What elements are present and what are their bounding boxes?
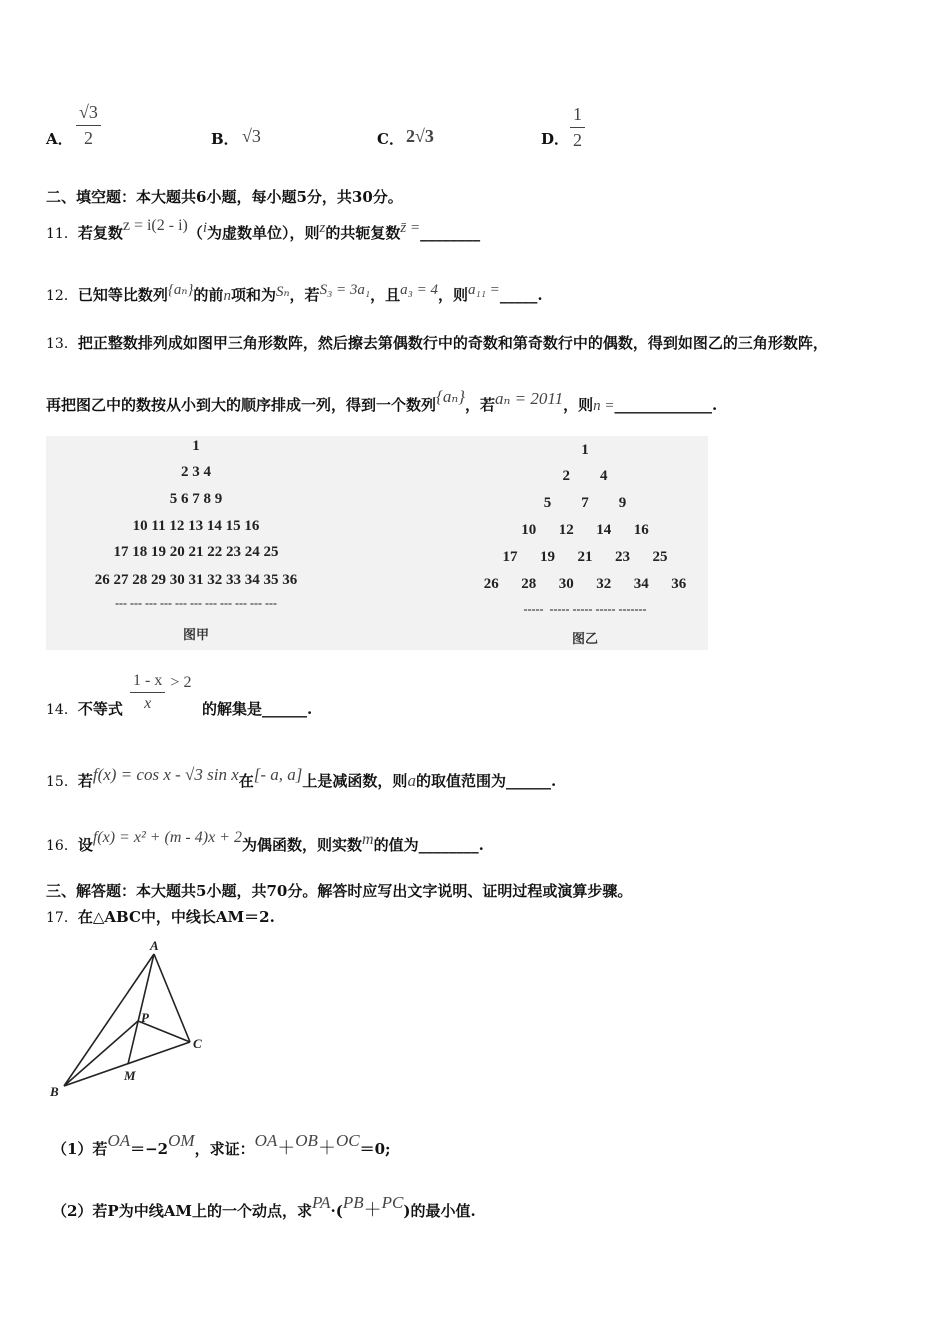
q13-math-seq: {aₙ}: [436, 387, 466, 406]
jia-row: 1: [192, 438, 200, 454]
q16-text: 为偶函数，则实数: [241, 836, 362, 854]
plus-sign: ＋: [363, 1200, 382, 1221]
q14-end: .: [307, 700, 313, 718]
q13-text: ，若: [465, 396, 496, 414]
q15-blank: ______: [505, 772, 551, 790]
plus-sign: ＋: [277, 1138, 296, 1159]
q16-text: 的值为: [373, 836, 419, 854]
label-b: B: [50, 1084, 59, 1099]
section2-header: 二、填空题：本大题共6小题，每小题5分，共30分。: [46, 188, 403, 206]
q11-math-z: z = i(2 - i): [122, 217, 188, 234]
vector-pa: PA: [311, 1193, 331, 1212]
q15-text: 的取值范围为: [415, 772, 506, 790]
q12-math-a11: a₁₁ =: [468, 282, 500, 298]
label-c: C: [193, 1036, 202, 1051]
q12-end: .: [537, 286, 543, 304]
q11-number: 11．: [46, 226, 78, 242]
question-13-line1: [46, 332, 828, 353]
question-17: [46, 906, 275, 927]
figure-jia: [46, 436, 346, 650]
vector-oa: OA: [107, 1131, 131, 1150]
yi-row: 2 4: [562, 468, 608, 484]
q15-text: 若: [77, 772, 93, 790]
question-11: [46, 217, 481, 243]
jia-row: 10 11 12 13 14 15 16: [132, 518, 260, 534]
vector-oa: OA: [254, 1131, 278, 1150]
option-d-numerator: 1: [570, 104, 585, 128]
figure-jia-caption: 图甲: [182, 628, 209, 643]
q15-number: 15．: [46, 774, 78, 790]
q17-stem: 在△ABC中，中线长AM＝2.: [77, 908, 275, 926]
vector-oc: OC: [335, 1131, 360, 1150]
figure-yi: [454, 436, 708, 650]
jia-row: 2 3 4: [181, 464, 211, 480]
q11-math-i: i: [202, 220, 208, 236]
q12-math-seq: {aₙ}: [167, 282, 194, 298]
option-c-value: 2√3: [406, 126, 434, 146]
q11-math-zvar: z: [319, 220, 326, 236]
option-d-denominator: 2: [573, 130, 582, 150]
option-a-numerator: √3: [76, 102, 101, 126]
q11-text: 为虚数单位），则: [207, 224, 320, 242]
q15-text: 上是减函数，则: [302, 772, 408, 790]
yi-row-ellipsis: ----- ----- ----- ----- -------: [523, 602, 647, 616]
q11-text: （: [187, 224, 203, 242]
q16-math-f: f(x) = x² + (m - 4)x + 2: [92, 829, 242, 846]
q14-frac-numerator: 1 - x: [130, 672, 165, 693]
option-a-label: A．: [46, 130, 73, 148]
vector-pc: PC: [381, 1193, 404, 1212]
jia-row-ellipsis: --- --- --- --- --- --- --- --- --- --- ---: [115, 596, 277, 610]
q12-text: 已知等比数列: [77, 286, 168, 304]
q17-part1-end: ＝0;: [359, 1140, 391, 1158]
vector-pb: PB: [342, 1193, 364, 1212]
q13-math-n: n =: [593, 398, 615, 414]
q12-text: 的前: [193, 286, 224, 304]
q17-part2-dot: ·(: [330, 1202, 343, 1220]
q17-part1-eq: ＝−2: [130, 1140, 169, 1158]
plus-sign: ＋: [317, 1138, 336, 1159]
q15-text: 在: [238, 772, 254, 790]
jia-row: 5 6 7 8 9: [169, 491, 223, 507]
q14-tail: [202, 698, 312, 719]
q13-math-an: aₙ = 2011: [495, 389, 564, 408]
triangle-figures: [46, 436, 708, 650]
option-d-fraction: [570, 104, 585, 151]
option-b-label: B．: [211, 130, 239, 148]
q11-blank: ________: [420, 224, 481, 242]
q12-text: ，则: [437, 286, 468, 304]
q15-end: .: [550, 772, 557, 790]
q13-text: 把正整数排列成如图甲三角形数阵，然后擦去第偶数行中的奇数和第奇数行中的偶数，得到如图乙的三角形数阵，: [77, 334, 828, 352]
q11-text: 的共轭复数: [325, 224, 401, 242]
q12-math-sn: Sₙ: [275, 284, 290, 300]
option-a-denominator: 2: [83, 128, 93, 148]
q17-part2-label: （2）若P为中线AM上的一个动点，求: [52, 1202, 312, 1220]
q12-math-n: n: [223, 288, 231, 304]
q12-number: 12．: [46, 288, 78, 304]
yi-row: 26 28 30 32 34 36: [483, 576, 687, 592]
label-a: A: [150, 938, 159, 953]
q12-text: 项和为: [230, 286, 276, 304]
q16-end: .: [478, 836, 484, 854]
q15-math-interval: [- a, a]: [253, 765, 303, 784]
yi-row: 1: [581, 442, 589, 458]
label-m: M: [124, 1068, 136, 1083]
vector-ob: OB: [295, 1131, 318, 1150]
q14-frac-denominator: x: [144, 695, 152, 712]
q11-math-zbar: z̄ =: [400, 220, 421, 236]
jia-row: 17 18 19 20 21 22 23 24 25: [113, 544, 279, 560]
section3-header: 三、解答题：本大题共5小题，共70分。解答时应写出文字说明、证明过程或演算步骤。: [46, 882, 633, 900]
q14-text: 不等式: [77, 700, 123, 718]
q14-rhs: > 2: [170, 674, 192, 691]
option-d-label: D．: [541, 130, 570, 148]
question-15: [46, 765, 557, 791]
question-16: [46, 829, 484, 855]
q15-math-f: f(x) = cos x - √3 sin x: [92, 765, 239, 784]
q12-text: ，且: [370, 286, 401, 304]
question-14: [46, 698, 123, 719]
figure-yi-caption: 图乙: [571, 632, 598, 647]
vector-om: OM: [168, 1131, 195, 1150]
q13-blank: _____________: [614, 396, 713, 414]
jia-row: 26 27 28 29 30 31 32 33 34 35 36: [94, 572, 298, 588]
question-13-line2: [46, 387, 718, 415]
q14-text: 的解集是: [202, 700, 263, 718]
question-12: [46, 284, 543, 305]
q17-part1: [52, 1131, 391, 1160]
q16-number: 16．: [46, 838, 78, 854]
q17-part2-end: )的最小值.: [403, 1202, 476, 1220]
triangle-abc-figure: [44, 934, 224, 1104]
q12-text: ，若: [289, 286, 320, 304]
q13-text: ，则: [563, 396, 594, 414]
q14-blank: ______: [262, 700, 308, 718]
q16-text: 设: [77, 836, 93, 854]
q14-fraction: [130, 672, 191, 713]
option-b-value: √3: [242, 126, 261, 146]
q16-math-m: m: [362, 831, 374, 848]
median-am: [128, 954, 154, 1064]
q12-math-s3: S₃ = 3a₁: [319, 282, 371, 298]
q17-number: 17．: [46, 910, 78, 926]
yi-row: 10 12 14 16: [521, 522, 649, 538]
q13-end: .: [712, 396, 718, 414]
label-p: P: [141, 1010, 149, 1025]
q11-text: 若复数: [77, 224, 123, 242]
q17-part2: [52, 1193, 476, 1222]
q16-blank: ________: [418, 836, 479, 854]
yi-row: 5 7 9: [543, 495, 627, 511]
yi-row: 17 19 21 23 25: [502, 549, 668, 565]
q12-math-a3: a₃ = 4: [400, 282, 438, 298]
q13-text: 再把图乙中的数按从小到大的顺序排成一列，得到一个数列: [46, 396, 437, 414]
q17-part1-label: （1）若: [52, 1140, 108, 1158]
q15-math-a: a: [407, 771, 416, 790]
option-a-fraction: [76, 102, 101, 149]
q12-blank: _____: [499, 286, 538, 304]
option-c-label: C．: [377, 130, 404, 148]
q14-number: 14．: [46, 702, 78, 718]
q13-number: 13．: [46, 336, 78, 352]
q17-part1-text: ，求证：: [194, 1140, 255, 1158]
